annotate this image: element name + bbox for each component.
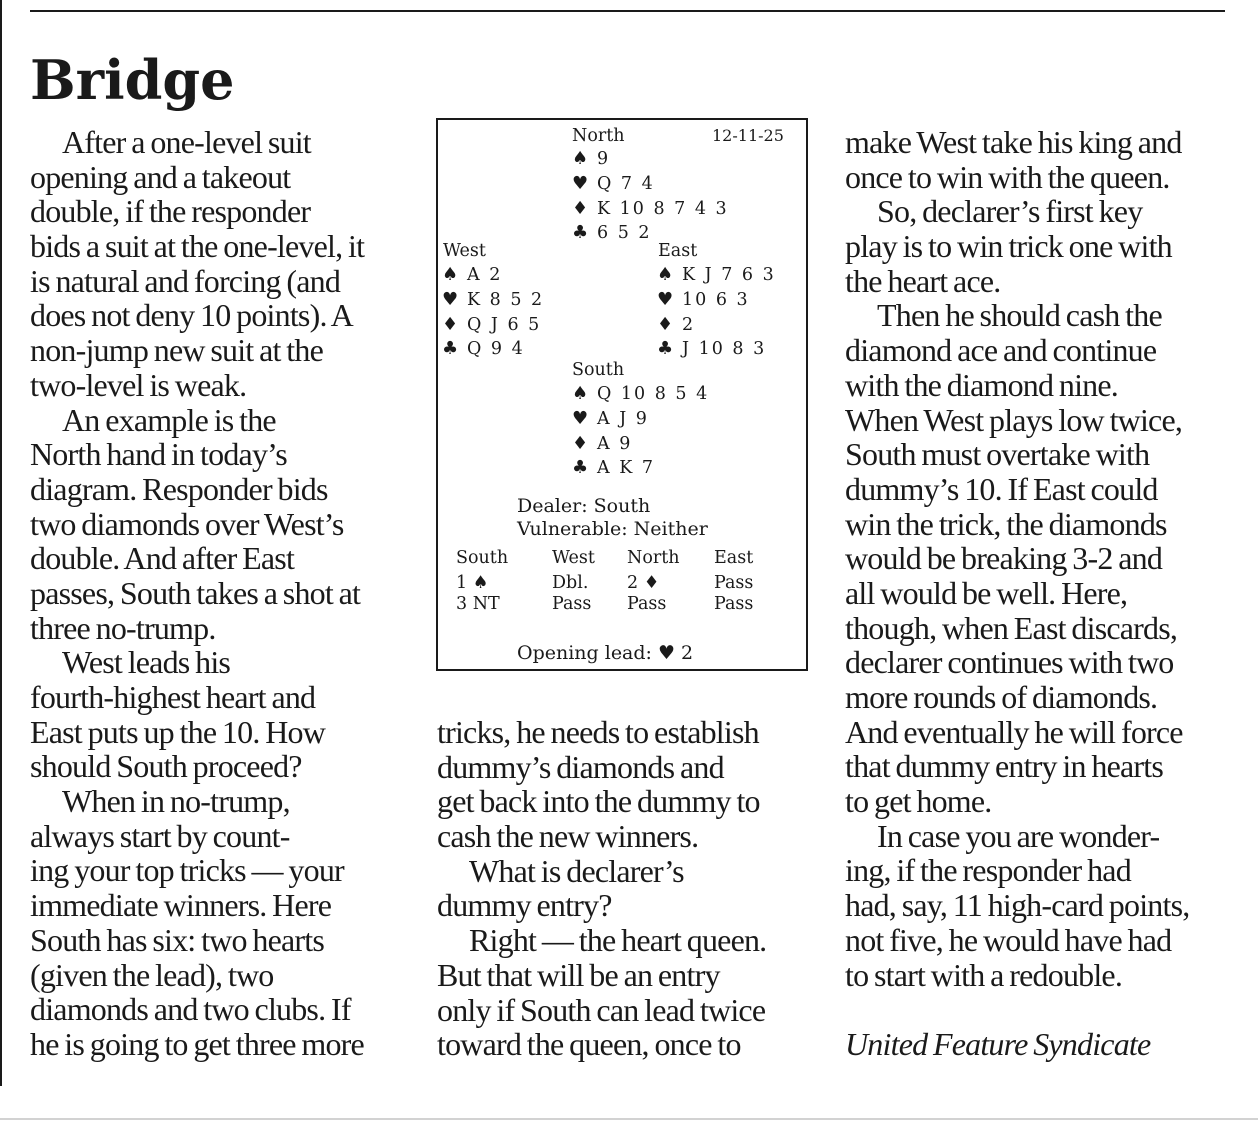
south-clubs-holding: A K 7 [597,458,655,479]
body-text-line: bids a suit at the one-level, it [30,228,365,265]
body-text-line: get back into the dummy to [437,783,760,820]
body-text-line: Right — the heart queen. [469,922,767,959]
body-text-line: And eventually he will force [845,713,1183,750]
south-diamonds-row [572,432,709,457]
north-spades-row [572,147,729,172]
body-text-line: declarer continues with two [845,644,1174,681]
body-text-line: Then he should cash the [877,297,1162,334]
body-text-line: An example is the [62,401,276,438]
body-text-line: to get home. [845,783,992,820]
syndicate-credit: United Feature Syndicate [845,1025,1151,1062]
clubs-suit-icon: ♣ [657,338,676,360]
spades-suit-icon: ♠ [572,383,591,404]
body-text-line: So, declarer’s first key [877,193,1143,230]
body-text-line: that dummy entry in hearts [845,748,1164,785]
east-spades-row [657,263,776,288]
text-column-2 [437,715,766,1062]
body-text-line: double, if the responder [30,193,311,230]
east-hand [657,263,776,362]
south-hearts-holding: A J 9 [597,408,649,429]
body-text-line: (given the lead), two [30,956,274,993]
east-hearts-row [657,288,776,313]
body-text-line: does not deny 10 points). A [30,297,353,334]
top-border-rule [30,10,1225,12]
body-text-line: diagram. Responder bids [30,470,328,507]
auction-header: South [456,548,509,568]
body-text-line: once to win with the queen. [845,158,1170,195]
body-text-line: ing, if the responder had [845,852,1131,889]
diamonds-suit-icon: ♦ [442,313,461,335]
clubs-suit-icon: ♣ [572,457,591,479]
text-column-3 [845,125,1189,1062]
body-text-line: In case you are wonder- [877,817,1160,854]
east-hearts-holding: 10 6 3 [682,289,750,310]
hearts-suit-icon: ♥ [572,172,591,194]
clubs-suit-icon: ♣ [442,338,461,360]
body-text-line: East puts up the 10. How [30,713,326,750]
body-text-line: two diamonds over West’s [30,505,344,542]
opening-lead-text: Opening lead: ♥ 2 [517,642,694,664]
body-text-line: When in no-trump, [62,783,290,820]
east-diamonds-holding: 2 [682,314,696,335]
body-text-line: not five, he would have had [845,921,1172,958]
auction-call: Pass [714,573,754,593]
body-text-line: What is declarer’s [469,852,684,889]
north-hearts-holding: Q 7 4 [597,173,655,194]
body-text-line: play is to win trick one with [845,228,1172,265]
west-clubs-row [442,337,544,362]
auction-call: Pass [552,594,592,614]
north-label: North [572,126,625,146]
body-text-line: immediate winners. Here [30,887,332,924]
east-clubs-row [657,337,776,362]
west-diamonds-holding: Q J 6 5 [467,314,542,335]
body-text-line: is natural and forcing (and [30,262,341,299]
north-spades-holding: 9 [597,149,611,169]
body-text-line: though, when East discards, [845,609,1178,646]
body-text-line: diamond ace and continue [845,332,1157,369]
body-text-line: to start with a redouble. [845,956,1123,993]
body-text-line: would be breaking 3-2 and [845,540,1163,577]
north-diamonds-row [572,197,729,222]
auction-call: 2 ♦ [627,573,660,593]
east-label: East [658,241,698,261]
text-column-1 [30,125,364,1062]
body-text-line: with the diamond nine. [845,366,1118,403]
body-text-line: all would be well. Here, [845,574,1128,611]
south-spades-row [572,382,709,407]
body-text-line: he is going to get three more [30,1025,364,1062]
body-text-line: passes, South takes a shot at [30,574,361,611]
north-diamonds-holding: K 10 8 7 4 3 [597,198,729,219]
auction-call: 1 ♠ [456,573,489,593]
body-text-line: dummy’s diamonds and [437,748,724,785]
clubs-suit-icon: ♣ [572,222,591,244]
body-text-line: the heart ace. [845,262,1001,299]
north-clubs-holding: 6 5 2 [597,223,652,244]
body-text-line: cash the new winners. [437,818,699,855]
body-text-line: opening and a takeout [30,158,291,195]
south-label: South [572,360,625,380]
body-text-line: non-jump new suit at the [30,332,323,369]
west-hand [442,263,544,362]
body-text-line [845,992,1189,1027]
column-date: 12-11-25 [712,126,784,145]
body-text-line: only if South can lead twice [437,991,766,1028]
spades-suit-icon: ♠ [442,264,461,285]
body-text-line: After a one-level suit [62,124,311,160]
west-hearts-row [442,288,544,313]
page-title: Bridge [30,48,235,112]
hearts-suit-icon: ♥ [572,407,591,429]
east-spades-holding: K J 7 6 3 [682,265,776,285]
body-text-line: When West plays low twice, [845,401,1183,438]
west-spades-holding: A 2 [467,265,503,285]
west-diamonds-row [442,313,544,338]
body-text-line: had, say, 11 high-card points, [845,887,1190,924]
body-text-line: North hand in today’s [30,436,287,473]
diamonds-suit-icon: ♦ [657,313,676,335]
hearts-suit-icon: ♥ [657,288,676,310]
south-diamonds-holding: A 9 [597,433,633,454]
north-hearts-row [572,172,729,197]
south-clubs-row [572,456,709,481]
body-text-line: tricks, he needs to establish [437,714,759,750]
body-text-line: South has six: two hearts [30,921,324,958]
body-text-line: toward the queen, once to [437,1026,741,1063]
diamonds-suit-icon: ♦ [572,432,591,454]
body-text-line: diamonds and two clubs. If [30,991,351,1028]
bottom-border-rule [0,1118,1258,1120]
body-text-line: make West take his king and [845,124,1182,160]
west-label: West [443,241,486,261]
body-text-line: fourth-highest heart and [30,679,316,715]
auction-call: 3 NT [456,594,500,614]
hearts-suit-icon: ♥ [442,288,461,310]
south-hand [572,382,709,481]
body-text-line: West leads his [62,644,231,681]
auction-header: West [552,548,595,568]
body-text-line: ing your top tricks — your [30,852,344,889]
auction-call: Pass [627,594,667,614]
body-text-line: should South proceed? [30,748,302,785]
auction-header: North [627,548,680,568]
spades-suit-icon: ♠ [572,148,591,169]
body-text-line: South must overtake with [845,436,1150,473]
dealer-text: Dealer: South [517,495,651,517]
body-text-line: dummy entry? [437,887,612,924]
body-text-line: more rounds of diamonds. [845,679,1158,715]
vulnerability-text: Vulnerable: Neither [517,518,708,540]
auction-call: Dbl. [552,573,589,593]
north-clubs-row [572,221,729,246]
spades-suit-icon: ♠ [657,264,676,285]
diamonds-suit-icon: ♦ [572,197,591,219]
auction-call: Pass [714,594,754,614]
west-clubs-holding: Q 9 4 [467,339,525,360]
north-hand [572,147,729,246]
body-text-line: win the trick, the diamonds [845,505,1167,542]
body-text-line: two-level is weak. [30,366,247,403]
bridge-deal-diagram [436,118,808,671]
body-text-line: dummy’s 10. If East could [845,470,1158,507]
west-hearts-holding: K 8 5 2 [467,289,545,310]
south-hearts-row [572,407,709,432]
body-text-line: always start by count- [30,817,290,854]
east-diamonds-row [657,313,776,338]
body-text-line: But that will be an entry [437,956,720,993]
left-border-rule [0,0,2,1086]
body-text-line: double. And after East [30,540,295,577]
south-spades-holding: Q 10 8 5 4 [597,384,710,404]
east-clubs-holding: J 10 8 3 [682,339,767,360]
auction-header: East [714,548,754,568]
body-text-line: three no-trump. [30,609,216,646]
west-spades-row [442,263,544,288]
